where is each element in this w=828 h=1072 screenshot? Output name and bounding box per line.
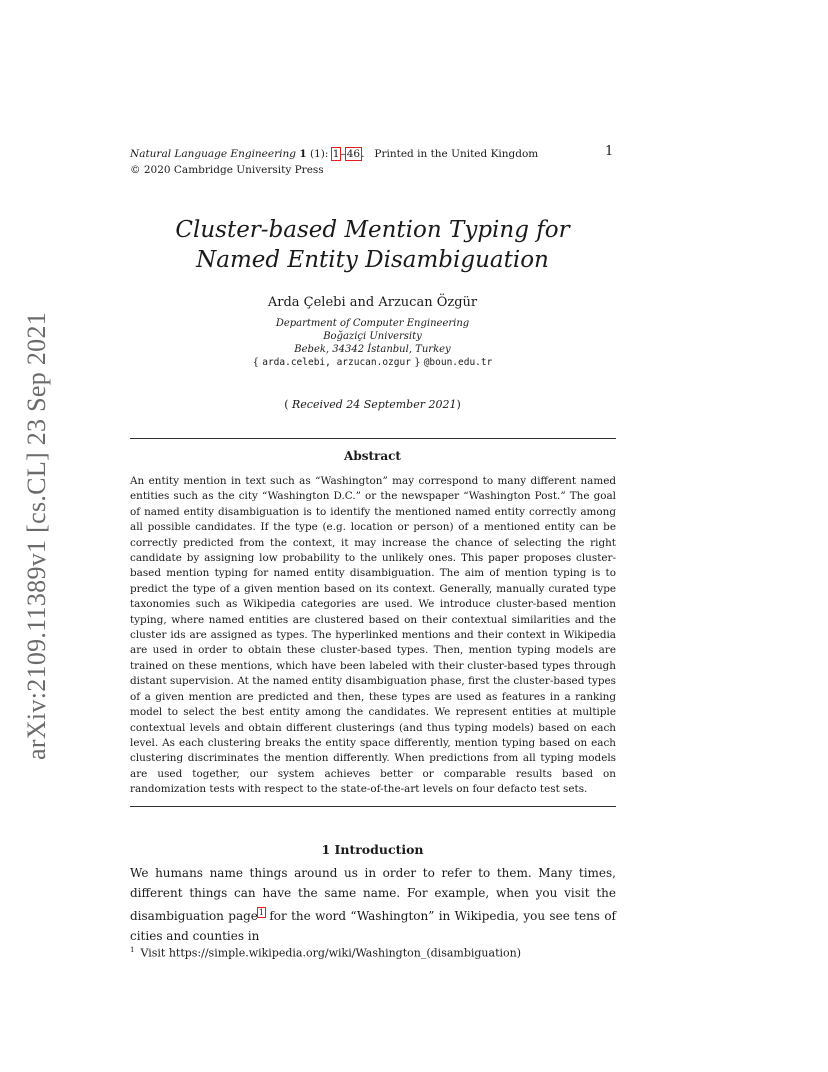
page-number: 1 [605,144,614,159]
email-brace-close: } [414,357,421,368]
copyright-line: © 2020 Cambridge University Press [130,164,324,176]
section-heading-introduction: 1 Introduction [321,842,424,857]
affiliation [130,317,615,356]
intro-text-after: for the word “Washington” in Wikipedia, you see tens of cities and counties in [130,909,616,943]
page-start-link[interactable]: 1 [332,148,340,160]
abstract-text: An entity mention in text such as “Washington” may correspond to many different named entities such as the city “Washington D.C.” or the newspaper “Washington Post.” The goal of named entity disambiguation is to identify the mentioned named entity correctly among all possible candidates. If the type (e.g. location or person) of a mentioned entity can be correctly predicted from the context, it may increase the chance of selecting the right candidate by assigning low probability to the unlikely ones. This paper proposes cluster-based mention typing for named entity disambiguation. The aim of mention typing is to predict the type of a given mention based on its context. Generally, manually curated type taxonomies such as Wikipedia categories are used. We introduce cluster-based mention typing, where named entities are clustered based on their contextual similarities and the cluster ids are assigned as types. The hyperlinked mentions and their context in Wikipedia are used in order to obtain these cluster-based types. Then, mention typing models are trained on these mentions, which have been labeled with their cluster-based types through distant supervision. At the named entity disambiguation phase, first the cluster-based types of a given mention are predicted and then, these types are used as features in a ranking model to select the best entity among the candidates. We represent entities at multiple contextual levels and obtain different clusterings (and thus typing models) based on each level. As each clustering breaks the entity space differently, mention typing based on each clustering discriminates the mention differently. When predictions from all typing models are used together, our system achieves better or comparable results based on randomization tests with respect to the state-of-the-art levels on four defacto test sets. [130,475,616,796]
journal-line: Natural Language Engineering 1 (1): 1–46. Printed in the United Kingdom [130,148,539,160]
footnote [130,946,616,960]
affiliation-address: Bebek, 34342 İstanbul, Turkey [294,344,451,355]
page-end-link[interactable]: 46 [346,148,361,160]
running-header [130,146,538,178]
introduction-paragraph [130,863,616,946]
received-paren-open: ( [284,398,289,411]
issue: (1): [309,148,329,160]
affiliation-university: Boğaziçi University [323,331,422,342]
received-paren-close: ) [456,398,461,411]
abstract-heading: Abstract [344,449,401,463]
received-text: Received 24 September 2021 [292,398,457,411]
abstract-bottom-rule [130,806,616,807]
authors: Arda Çelebi and Arzucan Özgür [267,295,478,310]
intro-text-before: We humans name things around us in order to refer to them. Many times, different things can have the same name. For example, when you visit the disambiguation page [130,866,616,923]
arxiv-identifier: arXiv:2109.11389v1 [cs.CL] 23 Sep 2021 [22,311,51,760]
email-domain: @boun.edu.tr [423,357,493,368]
received-date [130,398,615,411]
page-range-separator: – [340,148,346,160]
footnote-text: Visit https://simple.wikipedia.org/wiki/Washington_(disambiguation) [140,946,522,960]
footnote-link[interactable]: 1 [258,908,264,917]
affiliation-department: Department of Computer Engineering [275,318,470,329]
printed-location: Printed in the United Kingdom [374,148,539,160]
author-emails [130,357,615,368]
paper-title: Cluster-based Mention Typing for Named Entity Disambiguation [175,217,570,273]
volume: 1 [299,148,307,160]
email-brace-open: { [252,357,260,368]
footnote-mark: 1 [130,946,135,954]
email-users: arda.celebi, arzucan.ozgur [262,357,411,368]
journal-name: Natural Language Engineering [130,148,296,160]
abstract-top-rule [130,438,616,439]
